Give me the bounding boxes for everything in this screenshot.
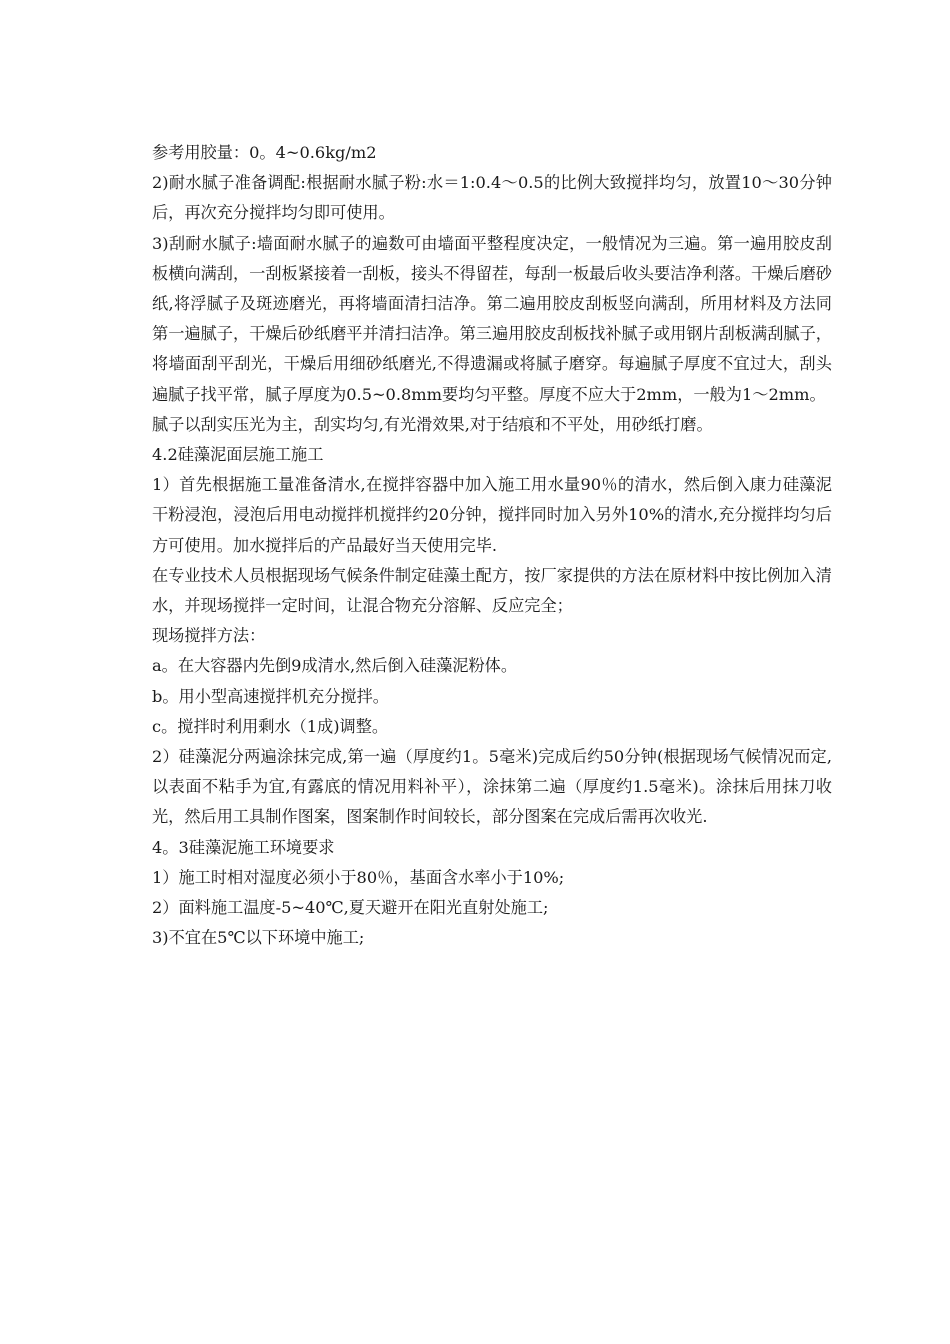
list-item-c: c。搅拌时利用剩水（1成)调整。 [152,716,389,736]
paragraph-putty-scraping: 3)刮耐水腻子:墙面耐水腻子的遍数可由墙面平整程度决定，一般情况为三遍。第一遍用胶皮刮板横向满刮，一刮板紧接着一刮板，接头不得留茬，每刮一板最后收头要洁净利落。干燥后磨砂纸,将浮腻子及斑迹磨光，再将墙面清扫洁净。第二遍用胶皮刮板竖向满刮，所用材料及方法同第一遍腻子，干燥后砂纸磨平并清扫洁净。第三遍用胶皮刮板找补腻子或用钢片刮板满刮腻子，将墙面刮平刮光，干燥后用细砂纸磨光,不得遗漏或将腻子磨穿。每遍腻子厚度不宜过大，刮头遍腻子找平常，腻子厚度为0.5~0.8mm要均匀平整。厚度不应大于2mm，一般为1～2mm。 [152,233,832,404]
list-item-a: a。在大容器内先倒9成清水,然后倒入硅藻泥粉体。 [152,656,518,676]
requirement-temperature: 2）面料施工温度-5~40℃,夏天避开在阳光直射处施工; [152,898,549,918]
list-item-b: b。用小型高速搅拌机充分搅拌。 [152,686,389,706]
paragraph-putty-finish: 腻子以刮实压光为主，刮实均匀,有光滑效果,对于结痕和不平处，用砂纸打磨。 [152,414,713,434]
requirement-low-temp: 3)不宜在5℃以下环境中施工; [152,928,365,948]
section-heading-4-2: 4.2硅藻泥面层施工施工 [152,445,324,465]
section-heading-4-3: 4。3硅藻泥施工环境要求 [152,837,335,857]
requirement-humidity: 1）施工时相对湿度必须小于80％，基面含水率小于10%; [152,867,565,887]
paragraph-glue-usage: 参考用胶量：0。4~0.6kg/m2 [152,143,377,162]
document-body [152,138,832,953]
paragraph-mixing-method-title: 现场搅拌方法： [152,626,266,646]
paragraph-putty-mixing: 2)耐水腻子准备调配:根据耐水腻子粉:水＝1:0.4～0.5的比例大致搅拌均匀，放置10～30分钟后，再次充分搅拌均匀即可使用。 [152,173,832,223]
paragraph-formula: 在专业技术人员根据现场气候条件制定硅藻土配方，按厂家提供的方法在原材料中按比例加入清水，并现场搅拌一定时间，让混合物充分溶解、反应完全； [152,565,832,616]
paragraph-two-coats: 2）硅藻泥分两遍涂抹完成,第一遍（厚度约1。5毫米)完成后约50分钟(根据现场气候情况而定,以表面不粘手为宜,有露底的情况用料补平），涂抹第二遍（厚度约1.5毫米)。涂抹后用抹刀收光，然后用工具制作图案，图案制作时间较长，部分图案在完成后需再次收光. [152,747,832,827]
paragraph-water-prep: 1）首先根据施工量准备清水,在搅拌容器中加入施工用水量90％的清水，然后倒入康力硅藻泥干粉浸泡，浸泡后用电动搅拌机搅拌约20分钟，搅拌同时加入另外10%的清水,充分搅拌均匀后方可使用。加水搅拌后的产品最好当天使用完毕. [152,475,832,555]
